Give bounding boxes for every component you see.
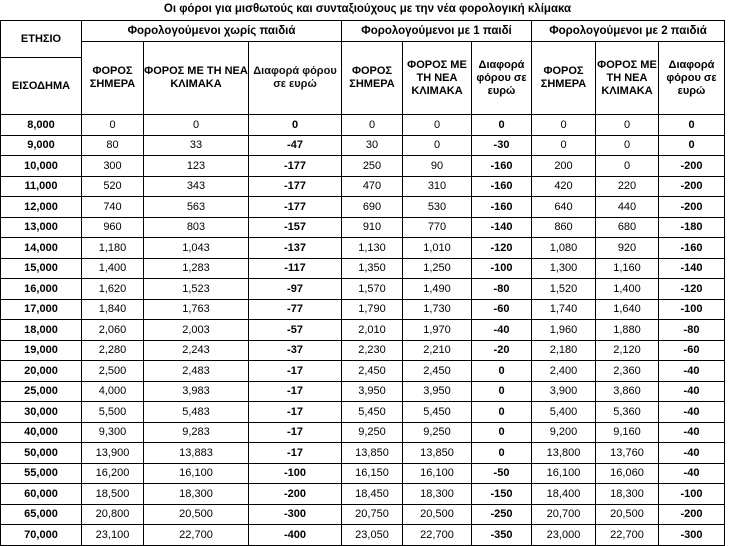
tax-cell: 0 [596,135,659,156]
tax-diff-cell: -177 [249,197,342,218]
tax-diff-cell: -150 [472,484,532,505]
tax-cell: 640 [532,197,596,218]
tax-cell: 0 [342,115,403,136]
tax-cell: 200 [532,156,596,177]
tax-diff-cell: -140 [659,258,725,279]
tax-cell: 13,900 [82,443,144,464]
tax-cell: 1,960 [532,320,596,341]
income-cell: 40,000 [1,422,82,443]
tax-cell: 0 [403,115,472,136]
tax-cell: 1,043 [144,238,249,259]
tax-diff-cell: -120 [472,238,532,259]
tax-diff-cell: -100 [659,299,725,320]
tax-diff-cell: -60 [472,299,532,320]
income-cell: 13,000 [1,217,82,238]
tax-cell: 5,400 [532,402,596,423]
tax-diff-cell: -40 [659,361,725,382]
tax-diff-cell: 0 [472,115,532,136]
tax-cell: 690 [342,197,403,218]
tax-cell: 470 [342,176,403,197]
tax-cell: 1,300 [532,258,596,279]
tax-cell: 1,400 [82,258,144,279]
tax-cell: 680 [596,217,659,238]
tax-cell: 20,500 [144,504,249,525]
tax-cell: 5,483 [144,402,249,423]
tax-cell: 1,570 [342,279,403,300]
tax-diff-cell: -80 [659,320,725,341]
col-header-diff: Διαφορά φόρου σε ευρώ [472,42,532,115]
tax-cell: 1,160 [596,258,659,279]
tax-cell: 1,620 [82,279,144,300]
table-row [1,525,725,546]
tax-cell: 1,790 [342,299,403,320]
tax-cell: 220 [596,176,659,197]
tax-cell: 563 [144,197,249,218]
tax-diff-cell: -180 [659,217,725,238]
tax-diff-cell: -40 [659,463,725,484]
tax-cell: 960 [82,217,144,238]
tax-diff-cell: 0 [472,422,532,443]
tax-cell: 18,450 [342,484,403,505]
income-cell: 30,000 [1,402,82,423]
tax-diff-cell: 0 [472,361,532,382]
tax-cell: 23,000 [532,525,596,546]
tax-cell: 1,763 [144,299,249,320]
tax-cell: 2,210 [403,340,472,361]
tax-cell: 2,060 [82,320,144,341]
tax-cell: 16,200 [82,463,144,484]
tax-cell: 22,700 [596,525,659,546]
tax-diff-cell: -140 [472,217,532,238]
tax-cell: 16,060 [596,463,659,484]
tax-cell: 2,483 [144,361,249,382]
tax-diff-cell: -350 [472,525,532,546]
table-row [1,443,725,464]
tax-cell: 1,523 [144,279,249,300]
tax-diff-cell: -300 [249,504,342,525]
income-cell: 9,000 [1,135,82,156]
tax-diff-cell: -160 [472,197,532,218]
tax-cell: 9,283 [144,422,249,443]
tax-cell: 20,750 [342,504,403,525]
tax-cell: 16,100 [403,463,472,484]
tax-cell: 530 [403,197,472,218]
tax-cell: 3,950 [403,381,472,402]
tax-cell: 2,120 [596,340,659,361]
col-header-tax-new: ΦΟΡΟΣ ΜΕ ΤΗ ΝΕΑ ΚΛΙΜΑΚΑ [144,42,249,115]
tax-diff-cell: -160 [472,176,532,197]
tax-table [0,20,725,546]
tax-diff-cell: -120 [659,279,725,300]
tax-cell: 2,400 [532,361,596,382]
tax-diff-cell: -200 [659,197,725,218]
tax-cell: 0 [144,115,249,136]
tax-cell: 310 [403,176,472,197]
income-cell: 20,000 [1,361,82,382]
tax-diff-cell: -97 [249,279,342,300]
tax-cell: 1,490 [403,279,472,300]
tax-cell: 23,100 [82,525,144,546]
tax-cell: 420 [532,176,596,197]
tax-diff-cell: -177 [249,156,342,177]
tax-cell: 1,740 [532,299,596,320]
table-row [1,279,725,300]
table-row [1,320,725,341]
tax-cell: 80 [82,135,144,156]
tax-cell: 9,200 [532,422,596,443]
tax-cell: 803 [144,217,249,238]
income-cell: 12,000 [1,197,82,218]
income-cell: 17,000 [1,299,82,320]
group-header-one-child: Φορολογούμενοι με 1 παιδί [342,21,532,42]
tax-diff-cell: -137 [249,238,342,259]
tax-diff-cell: -17 [249,381,342,402]
tax-cell: 22,700 [403,525,472,546]
col-header-tax-now: ΦΟΡΟΣ ΣΗΜΕΡΑ [82,42,144,115]
income-cell: 11,000 [1,176,82,197]
table-row [1,238,725,259]
tax-diff-cell: -200 [659,504,725,525]
tax-cell: 0 [532,135,596,156]
tax-cell: 1,080 [532,238,596,259]
table-row [1,381,725,402]
tax-diff-cell: -160 [659,238,725,259]
tax-diff-cell: -60 [659,340,725,361]
income-cell: 16,000 [1,279,82,300]
tax-cell: 123 [144,156,249,177]
income-cell: 50,000 [1,443,82,464]
tax-cell: 3,900 [532,381,596,402]
table-row [1,422,725,443]
tax-diff-cell: 0 [472,443,532,464]
tax-cell: 740 [82,197,144,218]
tax-cell: 18,300 [596,484,659,505]
table-row [1,484,725,505]
tax-cell: 2,280 [82,340,144,361]
income-cell: 25,000 [1,381,82,402]
tax-cell: 440 [596,197,659,218]
tax-cell: 1,350 [342,258,403,279]
tax-cell: 300 [82,156,144,177]
tax-diff-cell: -160 [472,156,532,177]
tax-diff-cell: -117 [249,258,342,279]
tax-diff-cell: -17 [249,443,342,464]
tax-cell: 33 [144,135,249,156]
tax-cell: 2,500 [82,361,144,382]
tax-cell: 5,360 [596,402,659,423]
tax-cell: 20,500 [403,504,472,525]
tax-cell: 9,250 [342,422,403,443]
tax-cell: 9,250 [403,422,472,443]
table-row [1,156,725,177]
tax-cell: 910 [342,217,403,238]
tax-cell: 2,450 [342,361,403,382]
tax-cell: 18,300 [403,484,472,505]
tax-cell: 13,800 [532,443,596,464]
tax-cell: 2,230 [342,340,403,361]
table-body [1,115,725,546]
tax-cell: 16,100 [144,463,249,484]
table-row [1,176,725,197]
income-cell: 60,000 [1,484,82,505]
tax-cell: 3,950 [342,381,403,402]
tax-diff-cell: -40 [659,381,725,402]
col-header-diff: Διαφορά φόρου σε ευρώ [659,42,725,115]
tax-diff-cell: -47 [249,135,342,156]
tax-diff-cell: 0 [472,402,532,423]
tax-diff-cell: -20 [472,340,532,361]
tax-diff-cell: -17 [249,361,342,382]
tax-cell: 2,180 [532,340,596,361]
tax-cell: 1,400 [596,279,659,300]
tax-diff-cell: -400 [249,525,342,546]
table-row [1,463,725,484]
income-cell: 65,000 [1,504,82,525]
table-row [1,361,725,382]
tax-cell: 1,130 [342,238,403,259]
table-row [1,135,725,156]
income-header-line1: ΕΤΗΣΙΟ [20,33,62,45]
income-cell: 14,000 [1,238,82,259]
tax-diff-cell: -17 [249,422,342,443]
tax-diff-cell: -200 [659,176,725,197]
col-header-tax-now: ΦΟΡΟΣ ΣΗΜΕΡΑ [532,42,596,115]
tax-cell: 1,880 [596,320,659,341]
tax-cell: 20,800 [82,504,144,525]
tax-cell: 18,300 [144,484,249,505]
tax-diff-cell: 0 [249,115,342,136]
tax-cell: 920 [596,238,659,259]
table-row [1,115,725,136]
tax-diff-cell: 0 [472,381,532,402]
income-cell: 18,000 [1,320,82,341]
income-cell: 70,000 [1,525,82,546]
tax-cell: 1,010 [403,238,472,259]
tax-diff-cell: -30 [472,135,532,156]
tax-diff-cell: -200 [659,156,725,177]
tax-cell: 1,283 [144,258,249,279]
tax-diff-cell: -40 [659,443,725,464]
table-row [1,258,725,279]
table-row [1,217,725,238]
tax-cell: 3,983 [144,381,249,402]
group-header-no-children: Φορολογούμενοι χωρίς παιδιά [82,21,342,42]
tax-cell: 1,640 [596,299,659,320]
tax-diff-cell: -100 [659,484,725,505]
tax-cell: 2,003 [144,320,249,341]
tax-cell: 90 [403,156,472,177]
tax-cell: 5,450 [342,402,403,423]
tax-cell: 770 [403,217,472,238]
tax-diff-cell: -17 [249,402,342,423]
tax-cell: 18,500 [82,484,144,505]
tax-cell: 9,300 [82,422,144,443]
tax-cell: 0 [532,115,596,136]
tax-cell: 0 [82,115,144,136]
tax-diff-cell: -80 [472,279,532,300]
tax-cell: 9,160 [596,422,659,443]
tax-diff-cell: 0 [659,135,725,156]
tax-diff-cell: -37 [249,340,342,361]
col-header-diff: Διαφορά φόρου σε ευρώ [249,42,342,115]
tax-diff-cell: -157 [249,217,342,238]
tax-cell: 1,250 [403,258,472,279]
income-cell: 19,000 [1,340,82,361]
income-cell: 55,000 [1,463,82,484]
tax-cell: 13,850 [403,443,472,464]
tax-cell: 1,520 [532,279,596,300]
tax-diff-cell: -100 [249,463,342,484]
tax-cell: 1,180 [82,238,144,259]
tax-cell: 16,150 [342,463,403,484]
tax-cell: 30 [342,135,403,156]
tax-cell: 13,883 [144,443,249,464]
table-row [1,340,725,361]
tax-cell: 3,860 [596,381,659,402]
income-header [1,21,82,115]
tax-cell: 1,730 [403,299,472,320]
tax-cell: 20,700 [532,504,596,525]
tax-diff-cell: -250 [472,504,532,525]
tax-cell: 4,000 [82,381,144,402]
tax-cell: 2,010 [342,320,403,341]
tax-cell: 0 [596,156,659,177]
tax-cell: 23,050 [342,525,403,546]
tax-diff-cell: -40 [472,320,532,341]
income-header-line2: ΕΙΣΟΔΗΜΑ [1,57,81,114]
tax-cell: 250 [342,156,403,177]
tax-diff-cell: 0 [659,115,725,136]
tax-cell: 0 [403,135,472,156]
tax-cell: 22,700 [144,525,249,546]
tax-diff-cell: -40 [659,402,725,423]
tax-cell: 1,970 [403,320,472,341]
tax-cell: 2,450 [403,361,472,382]
tax-cell: 2,243 [144,340,249,361]
col-header-tax-new: ΦΟΡΟΣ ΜΕ ΤΗ ΝΕΑ ΚΛΙΜΑΚΑ [596,42,659,115]
tax-cell: 860 [532,217,596,238]
tax-diff-cell: -200 [249,484,342,505]
tax-cell: 5,500 [82,402,144,423]
tax-cell: 20,500 [596,504,659,525]
tax-diff-cell: -57 [249,320,342,341]
tax-diff-cell: -50 [472,463,532,484]
table-row [1,299,725,320]
tax-cell: 13,850 [342,443,403,464]
tax-cell: 0 [596,115,659,136]
income-cell: 15,000 [1,258,82,279]
tax-diff-cell: -40 [659,422,725,443]
income-cell: 8,000 [1,115,82,136]
tax-diff-cell: -177 [249,176,342,197]
tax-cell: 16,100 [532,463,596,484]
tax-cell: 520 [82,176,144,197]
tax-diff-cell: -300 [659,525,725,546]
tax-cell: 1,840 [82,299,144,320]
group-header-two-children: Φορολογούμενοι με 2 παιδιά [532,21,725,42]
page-title: Οι φόροι για μισθωτούς και συνταξιούχους με την νέα φορολογική κλίμακα [163,3,572,15]
tax-cell: 18,400 [532,484,596,505]
tax-cell: 13,760 [596,443,659,464]
tax-cell: 5,450 [403,402,472,423]
table-row [1,402,725,423]
table-row [1,504,725,525]
income-cell: 10,000 [1,156,82,177]
col-header-tax-new: ΦΟΡΟΣ ΜΕ ΤΗ ΝΕΑ ΚΛΙΜΑΚΑ [403,42,472,115]
tax-cell: 2,360 [596,361,659,382]
col-header-tax-now: ΦΟΡΟΣ ΣΗΜΕΡΑ [342,42,403,115]
tax-diff-cell: -77 [249,299,342,320]
table-row [1,197,725,218]
tax-cell: 343 [144,176,249,197]
tax-diff-cell: -100 [472,258,532,279]
